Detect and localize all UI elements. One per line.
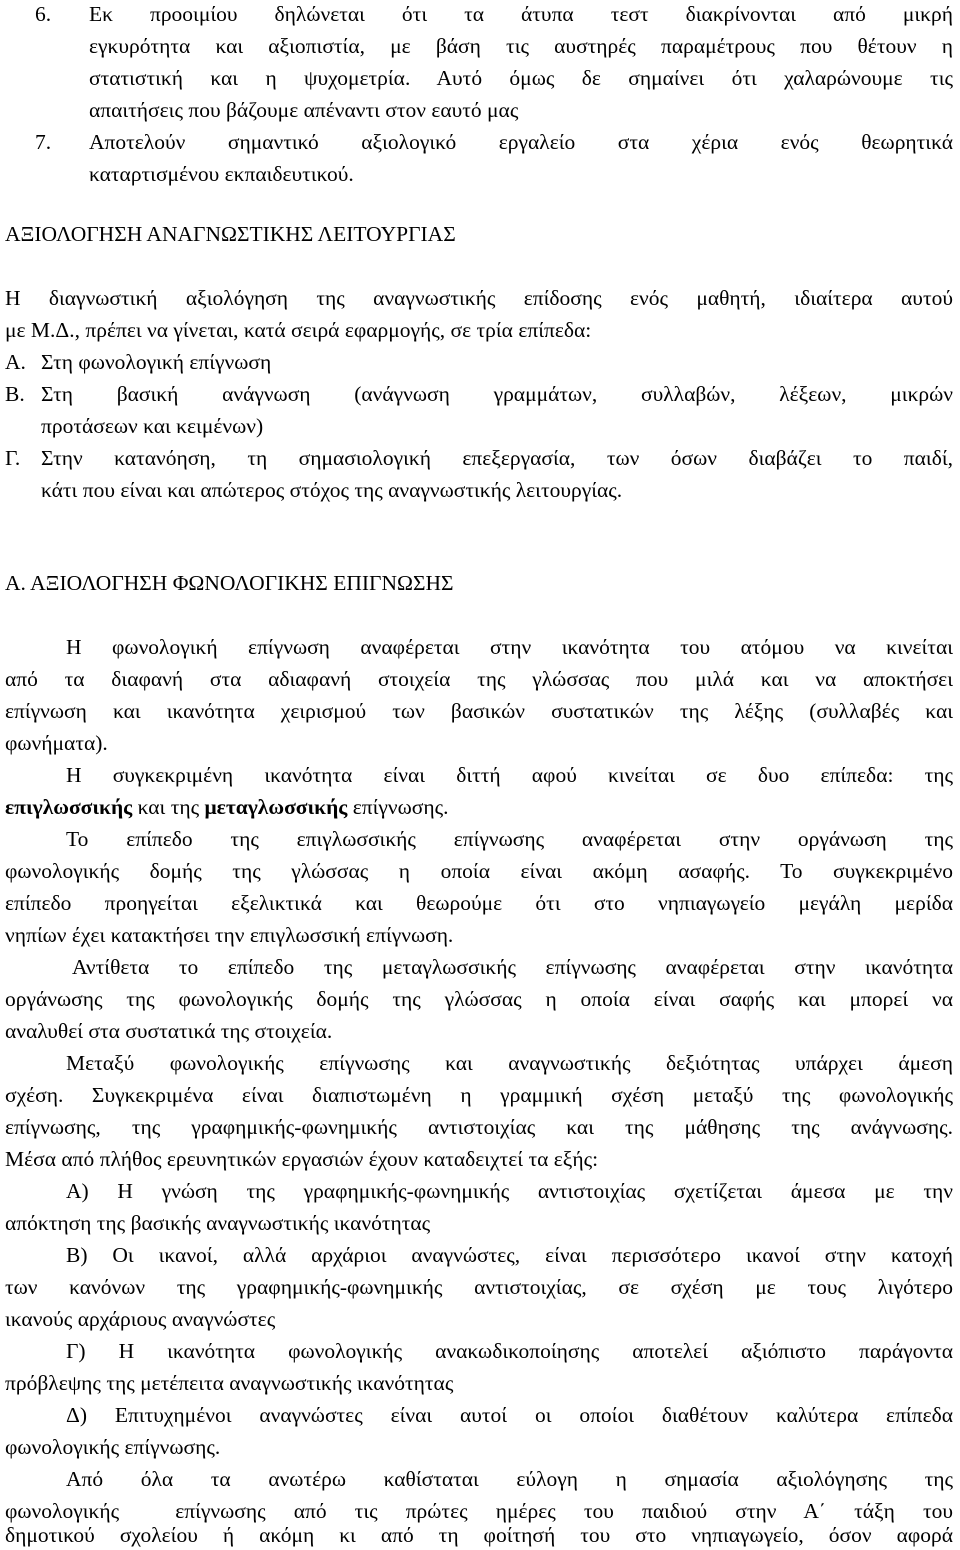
p4-line-2: οργάνωσης της φωνολογικής δομής της γλώσσας η οποία είναι σαφής και μπορεί να [5,987,953,1011]
intro-line-1: Η διαγνωστική αξιολόγηση της αναγνωστικής επίδοσης ενός μαθητή, ιδιαίτερα αυτού [5,286,953,310]
p6-line-1: Από όλα τα ανωτέρω καθίσταται εύλογη η σημασία αξιολόγησης της [66,1467,953,1491]
p5-line-4: Μέσα από πλήθος ερευνητικών εργασιών έχουν καταδειχτεί τα εξής: [5,1147,599,1171]
level-c-marker: Γ. [5,446,21,470]
level-b-marker: Β. [5,382,25,406]
p2-connector: και της [132,795,205,819]
p2-line-1: Η συγκεκριμένη ικανότητα είναι διττή αφού κινείται σε δυο επίπεδα: της [66,763,953,787]
p1-line-3: επίγνωση και ικανότητα χειρισμού των βασικών συστατικών της λέξης (συλλαβές και [5,699,953,723]
finding-d-line-2: φωνολογικής επίγνωσης. [5,1435,221,1459]
p1-line-2: από τα διαφανή στα αδιαφανή στοιχεία της γλώσσας που μιλά και να αποκτήσει [5,667,953,691]
finding-a-line-2: απόκτηση της βασικής αναγνωστικής ικανότητας [5,1211,431,1235]
item-7-line-2: καταρτισμένου εκπαιδευτικού. [89,162,354,186]
p1-line-4: φωνήματα). [5,731,108,755]
finding-d-line-1: Δ) Επιτυχημένοι αναγνώστες είναι αυτοί οι οποίοι διαθέτουν καλύτερα επίπεδα [66,1403,953,1427]
item-6-line-1: Εκ προοιμίου δηλώνεται ότι τα άτυπα τεστ διακρίνονται από μικρή [89,2,953,26]
p1-line-1: Η φωνολογική επίγνωση αναφέρεται στην ικανότητα του ατόμου να κινείται [66,635,953,659]
p5-line-2: σχέση. Συγκεκριμένα είναι διαπιστωμένη η γραμμική σχέση μεταξύ της φωνολογικής [5,1083,953,1107]
p3-line-3: επίπεδο προηγείται εξελικτικά και θεωρούμε ότι στο νηπιαγωγείο μεγάλη μερίδα [5,891,953,915]
level-c-line-1: Στην κατανόηση, τη σημασιολογική επεξεργασία, των όσων διαβάζει το παιδί, [41,446,953,470]
p2-ending: επίγνωσης. [347,795,449,819]
finding-c-line-2: πρόβλεψης της μετέπειτα αναγνωστικής ικανότητας [5,1371,454,1395]
item-7-line-1: Αποτελούν σημαντικό αξιολογικό εργαλείο στα χέρια ενός θεωρητικά [89,130,953,154]
section-heading-reading-assessment: ΑΞΙΟΛΟΓΗΣΗ ΑΝΑΓΝΩΣΤΙΚΗΣ ΛΕΙΤΟΥΡΓΙΑΣ [5,222,456,246]
finding-a-line-1: Α) Η γνώση της γραφημικής-φωνημικής αντιστοιχίας σχετίζεται άμεσα με την [66,1179,953,1203]
p2-line-2 [5,793,449,822]
finding-c-line-1: Γ) Η ικανότητα φωνολογικής ανακωδικοποίησης αποτελεί αξιόπιστο παράγοντα [66,1339,953,1363]
p4-line-1: Αντίθετα το επίπεδο της μεταγλωσσικής επίγνωσης αναφέρεται στην ικανότητα [72,955,953,979]
p4-line-3: αναλυθεί στα συστατικά της στοιχεία. [5,1019,333,1043]
finding-b-line-2: των κανόνων της γραφημικής-φωνημικής αντιστοιχίας, σε σχέση με τους λιγότερο [5,1275,953,1299]
finding-b-line-3: ικανούς αρχάριους αναγνώστες [5,1307,276,1331]
p6-line-2: φωνολογικής επίγνωσης από τις πρώτες ημέρες του παιδιού στην Α΄ τάξη του [5,1499,953,1523]
level-c-line-2: κάτι που είναι και απώτερος στόχος της αναγνωστικής λειτουργίας. [41,478,623,502]
section-heading-phonological-awareness: Α. ΑΞΙΟΛΟΓΗΣΗ ΦΩΝΟΛΟΓΙΚΗΣ ΕΠΙΓΝΩΣΗΣ [5,571,454,595]
level-b-line-1: Στη βασική ανάγνωση (ανάγνωση γραμμάτων, συλλαβών, λέξεων, μικρών [41,382,953,406]
p3-line-1: Το επίπεδο της επιγλωσσικής επίγνωσης αναφέρεται στην οργάνωση της [66,827,953,851]
item-6-line-2: εγκυρότητα και αξιοπιστία, με βάση τις αυστηρές παραμέτρους που θέτουν η [89,34,953,58]
finding-b-line-1: Β) Οι ικανοί, αλλά αρχάριοι αναγνώστες, είναι περισσότερο ικανοί στην κατοχή [66,1243,953,1267]
p3-line-2: φωνολογικής δομής της γλώσσας η οποία είναι ακόμη ασαφής. Το συγκεκριμένο [5,859,953,883]
p5-line-1: Μεταξύ φωνολογικής επίγνωσης και αναγνωστικής δεξιότητας υπάρχει άμεση [66,1051,953,1075]
p6-line-3: δημοτικού σχολείου ή ακόμη κι από τη φοίτησή του στο νηπιαγωγείο, όσον αφορά [5,1523,953,1547]
term-metalinguistic: μεταγλωσσικής [204,795,348,819]
item-6-marker: 6. [35,2,52,26]
item-6-line-3: στατιστική και η ψυχομετρία. Αυτό όμως δε σημαίνει ότι χαλαρώνουμε τις [89,66,953,90]
item-6-line-4: απαιτήσεις που βάζουμε απέναντι στον εαυτό μας [89,98,519,122]
level-a-text: Στη φωνολογική επίγνωση [41,350,272,374]
level-a-marker: Α. [5,350,26,374]
term-epilinguistic: επιγλωσσικής [5,795,133,819]
p5-line-3: επίγνωσης, της γραφημικής-φωνημικής αντιστοιχίας και της μάθησης της ανάγνωσης. [5,1115,953,1139]
item-7-marker: 7. [35,130,52,154]
level-b-line-2: προτάσεων και κειμένων) [41,414,264,438]
intro-line-2: με Μ.Δ., πρέπει να γίνεται, κατά σειρά εφαρμογής, σε τρία επίπεδα: [5,318,592,342]
p3-line-4: νηπίων έχει κατακτήσει την επιγλωσσική επίγνωση. [5,923,454,947]
